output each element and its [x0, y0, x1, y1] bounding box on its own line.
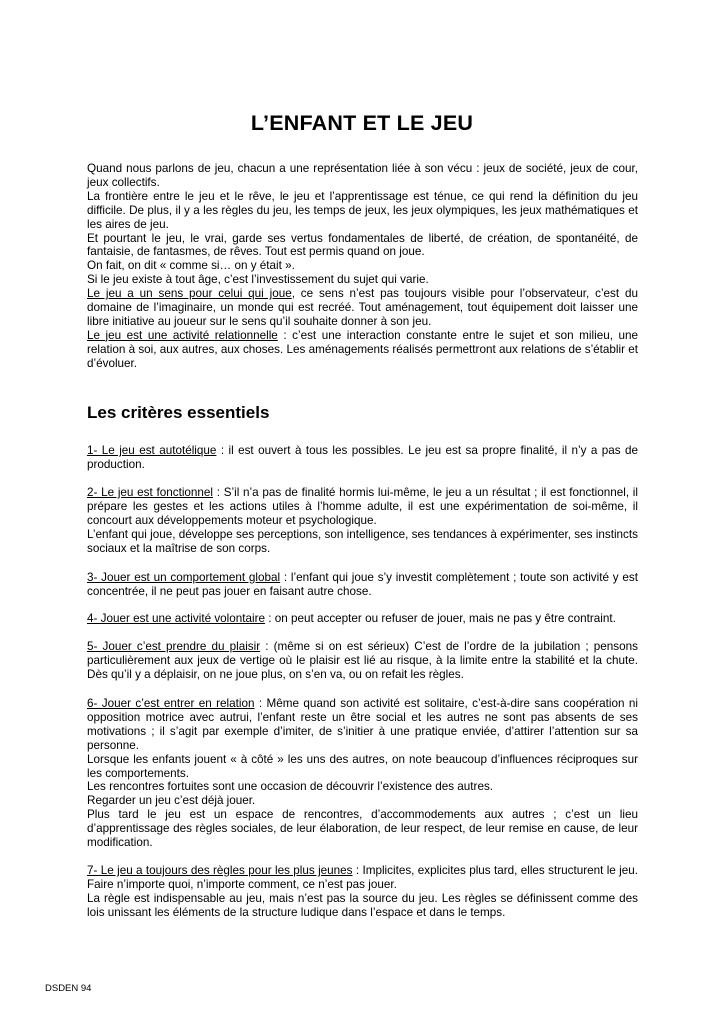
intro-paragraph: La frontière entre le jeu et le rêve, le jeu et l’apprentissage est ténue, ce qui rend la définition du jeu difficile. De plus, il y a les règles du jeu, les temps de jeux, les jeux olympiques, les jeux mathématiques et les aires de jeu.: [87, 189, 638, 231]
criterion-3: [87, 571, 638, 599]
criterion-text: : on peut accepter ou refuser de jouer, mais ne pas y être contraint.: [265, 612, 616, 625]
paragraph-text: : c’est une interaction constante entre le sujet et son milieu, une relation à soi, aux autres, aux choses. Les aménagements réalisés permettront aux relations de s’établir et d’évoluer.: [87, 328, 639, 370]
criterion-2: [87, 486, 638, 556]
criterion-text: : il est ouvert à tous les possibles. Le jeu est sa propre finalité, il n’y a pas de production.: [87, 444, 638, 471]
intro-paragraph: Et pourtant le jeu, le vrai, garde ses vertus fondamentales de liberté, de création, de spontanéité, de fantaisie, de fantasmes, de rêves. Tout est permis quand on joue.: [87, 231, 638, 259]
intro-sens-paragraph: [87, 287, 638, 329]
criterion-title: 6- Jouer c’est entrer en relation: [87, 697, 255, 710]
intro-relation-paragraph: [87, 329, 638, 371]
page-title: L’ENFANT ET LE JEU: [250, 111, 474, 135]
criterion-6: [87, 697, 638, 850]
criterion-title: 1- Le jeu est autotélique: [87, 444, 217, 457]
criterion-text: : Même quand son activité est solitaire, c’est-à-dire sans coopération ni opposition motrice avec autrui, l’enfant reste un être social et les autres ne sont pas absents de ses motivations ; il s’agit par exemple d’imiter, de s’initier à une pratique enviée, d’attirer l’attention sur sa personne.: [87, 697, 638, 752]
criterion-5: [87, 640, 638, 682]
criterion-7: [87, 864, 638, 920]
criterion-extra: L’enfant qui joue, développe ses perceptions, son intelligence, ses tendances à expérimenter, ses instincts sociaux et la maîtrise de son corps.: [87, 527, 638, 555]
criterion-extra: Les rencontres fortuites sont une occasion de découvrir l’existence des autres.: [87, 780, 494, 794]
criterion-title: 5- Jouer c’est prendre du plaisir: [87, 640, 261, 653]
intro-paragraph: On fait, on dit « comme si… on y était ».: [87, 259, 295, 273]
criterion-extra: La règle est indispensable au jeu, mais n’est pas la source du jeu. Les règles se définissent comme des lois unissant les éléments de la structure ludique dans l’espace et dans le temps.: [87, 891, 638, 919]
criterion-text: : (même si on est sérieux) C’est de l’ordre de la jubilation ; pensons particulièrement aux jeux de vertige où le plaisir est lié au risque, à la limite entre la stabilité et la chute. Dès qu’il y a déplaisir, on ne joue plus, on s’en va, ou on refait les règles.: [87, 640, 638, 681]
criterion-text: : l’enfant qui joue s’y investit complètement ; toute son activité y est concentrée, il ne peut pas jouer en faisant autre chose.: [87, 571, 638, 598]
intro-paragraph: Si le jeu existe à tout âge, c’est l’investissement du sujet qui varie.: [87, 273, 429, 287]
criterion-extra: Plus tard le jeu est un espace de rencontres, d’accommodements aux autres ; c’est un lieu d’apprentissage des règles sociales, de leur élaboration, de leur respect, de leur remise en cause, de leur modification.: [87, 808, 638, 850]
page-footer: DSDEN 94: [45, 983, 92, 994]
criterion-4: [87, 612, 638, 626]
underlined-phrase: Le jeu est une activité relationnelle: [87, 328, 278, 342]
intro-paragraph: Quand nous parlons de jeu, chacun a une représentation liée à son vécu : jeux de société, jeux de cour, jeux collectifs.: [87, 162, 638, 189]
paragraph-text: , ce sens n’est pas toujours visible pour l’observateur, c’est du domaine de l’imaginaire, un monde qui est recréé. Tout aménagement, tout équipement doit laisser une libre initiative au joueur sur le sens qu’il souhaite donner à son jeu.: [87, 287, 638, 328]
criterion-title: 7- Le jeu a toujours des règles pour les plus jeunes: [87, 864, 353, 877]
criterion-text: : S’il n’a pas de finalité hormis lui-même, le jeu a un résultat ; il est fonctionnel, il prépare les gestes et les actions utiles à l’homme adulte, il est une expérimentation de soi-même, il concourt aux développements moteur et psychologique.: [87, 486, 638, 527]
criterion-extra: Lorsque les enfants jouent « à côté » les uns des autres, on note beaucoup d’influences réciproques sur les comportements.: [87, 752, 638, 780]
criterion-text: : Implicites, explicites plus tard, elles structurent le jeu. Faire n’importe quoi, n’importe comment, ce n’est pas jouer.: [87, 864, 638, 891]
criterion-extra: Regarder un jeu c’est déjà jouer.: [87, 794, 256, 808]
criterion-title: 2- Le jeu est fonctionnel: [87, 486, 214, 499]
criterion-1: [87, 444, 638, 472]
intro-block: [87, 162, 638, 371]
underlined-phrase: Le jeu a un sens pour celui qui joue: [87, 287, 292, 301]
criterion-title: 4- Jouer est une activité volontaire: [87, 612, 266, 625]
criterion-title: 3- Jouer est un comportement global: [87, 571, 281, 584]
section-heading: Les critères essentiels: [87, 403, 270, 422]
